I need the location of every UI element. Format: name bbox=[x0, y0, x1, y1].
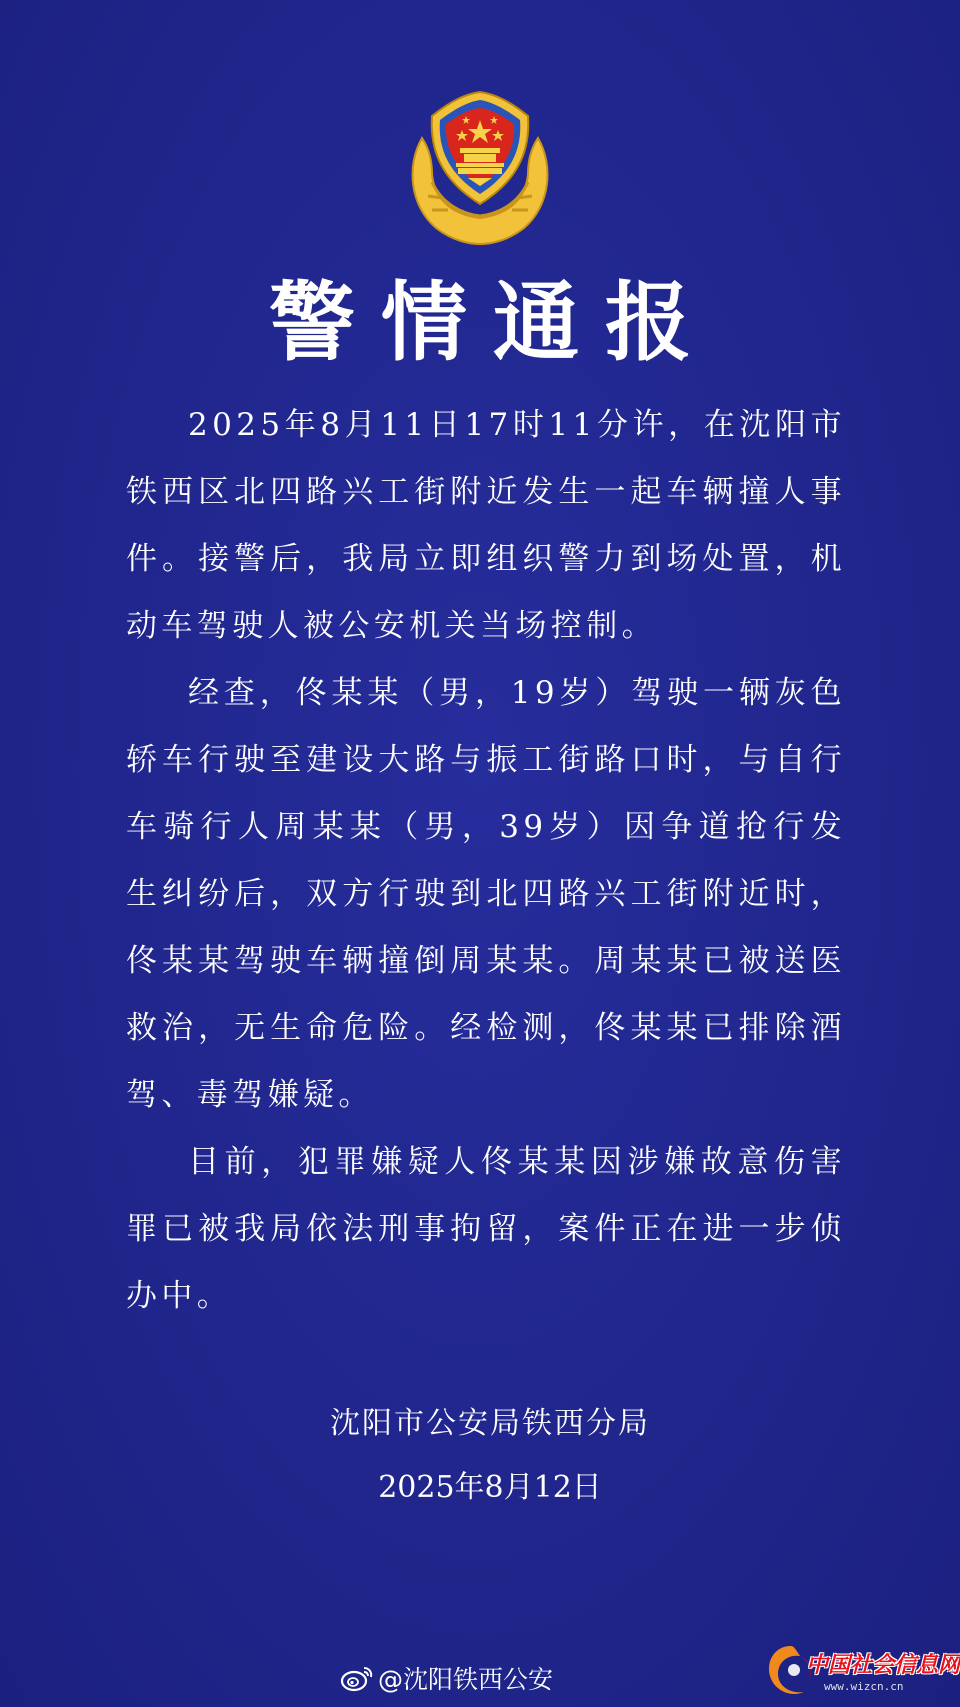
site-watermark bbox=[760, 1640, 960, 1707]
issue-date: 2025年8月12日 bbox=[378, 1470, 602, 1505]
watermark-text: 中国社会信息网 bbox=[806, 1653, 960, 1678]
watermark-url: www.wizcn.cn bbox=[824, 1680, 904, 1693]
weibo-handle-text: @沈阳铁西公安 bbox=[378, 1665, 554, 1694]
page-title: 警情通报 bbox=[269, 273, 717, 373]
police-emblem-icon bbox=[402, 86, 558, 246]
paragraph: 目前，犯罪嫌疑人佟某某因涉嫌故意伤害罪已被我局依法刑事拘留，案件正在进一步侦办中。 bbox=[126, 1144, 846, 1314]
notice-body bbox=[126, 392, 846, 1330]
weibo-handle[interactable] bbox=[340, 1660, 553, 1696]
paragraph: 2025年8月11日17时11分许，在沈阳市铁西区北四路兴工街附近发生一起车辆撞人事件。接警后，我局立即组织警力到场处置，机动车驾驶人被公安机关当场控制。 bbox=[126, 407, 846, 644]
weibo-icon bbox=[340, 1664, 374, 1692]
paragraph: 经查，佟某某（男，19岁）驾驶一辆灰色轿车行驶至建设大路与振工街路口时，与自行车骑行人周某某（男，39岁）因争道抢行发生纠纷后，双方行驶到北四路兴工街附近时，佟某某驾驶车辆撞倒周某某。周某某已被送医救治，无生命危险。经检测，佟某某已排除酒驾、毒驾嫌疑。 bbox=[126, 675, 846, 1113]
issuing-organization: 沈阳市公安局铁西分局 bbox=[330, 1406, 650, 1441]
